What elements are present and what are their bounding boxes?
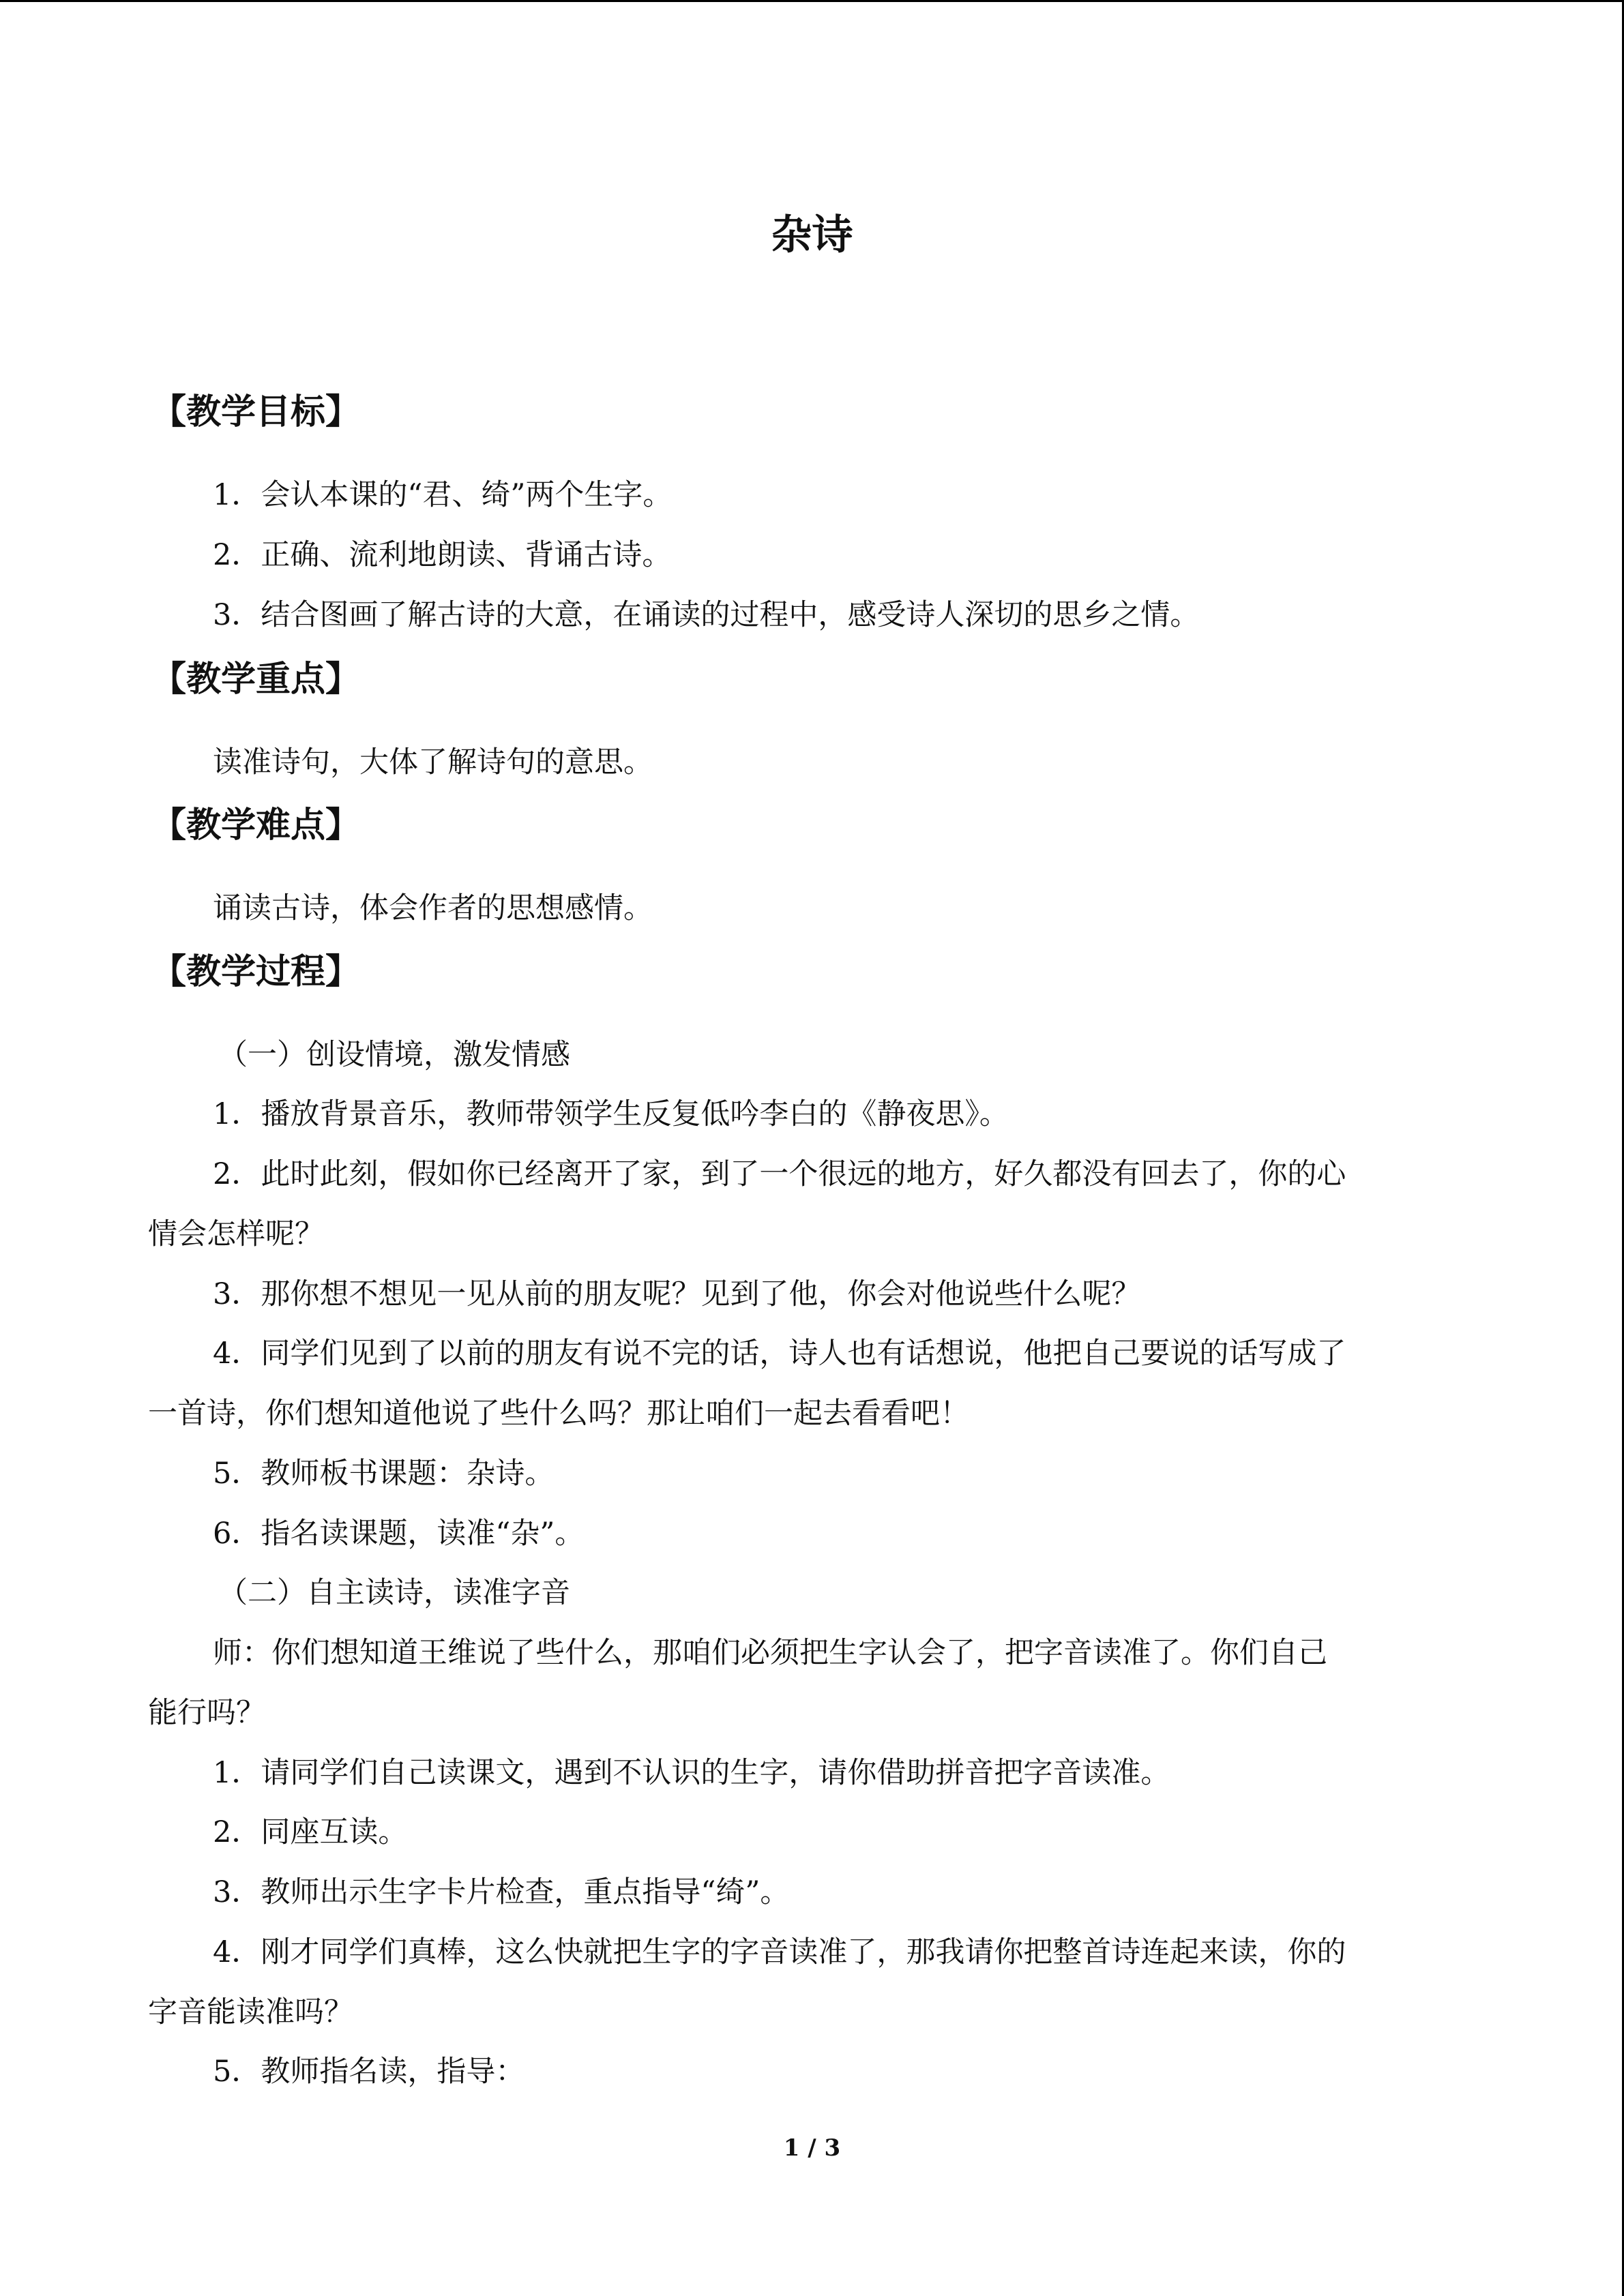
page-title: 杂诗 [771,211,853,259]
heading-objectives: 【教学目标】 [151,392,361,432]
page-border-top [0,0,1624,2]
process-part2-subtitle: （二）自主读诗，读准字音 [218,1576,570,1610]
page-number: 1 / 3 [783,2134,841,2162]
process-paragraph: 5．教师板书课题：杂诗。 [213,1457,555,1491]
process-paragraph: 2．此时此刻，假如你已经离开了家，到了一个很远的地方，好久都没有回去了，你的心 [213,1157,1346,1191]
heading-difficulties: 【教学难点】 [151,805,361,846]
process-paragraph: 6．指名读课题，读准“杂”。 [213,1517,585,1551]
process-paragraph: 3．那你想不想见一见从前的朋友呢？见到了他，你会对他说些什么呢？ [213,1277,1141,1311]
objective-item: 2．正确、流利地朗读、背诵古诗。 [213,538,672,572]
process-paragraph: 2．同座互读。 [213,1815,408,1849]
process-paragraph: 5．教师指名读，指导： [213,2055,525,2089]
process-paragraph-continued: 一首诗，你们想知道他说了些什么吗？那让咱们一起去看看吧！ [148,1397,969,1431]
objective-item: 3．结合图画了解古诗的大意，在诵读的过程中，感受诗人深切的思乡之情。 [213,598,1200,632]
process-paragraph: 1．请同学们自己读课文，遇到不认识的生字，请你借助拼音把字音读准。 [213,1756,1170,1790]
heading-key-points: 【教学重点】 [151,659,361,700]
key-points-text: 读准诗句，大体了解诗句的意思。 [213,745,653,779]
difficulties-text: 诵读古诗，体会作者的思想感情。 [213,891,653,925]
process-paragraph: 3．教师出示生字卡片检查，重点指导“绮”。 [213,1875,790,1909]
process-paragraph-continued: 能行吗？ [148,1696,265,1730]
process-paragraph-continued: 字音能读准吗？ [148,1995,353,2029]
objective-item: 1．会认本课的“君、绮”两个生字。 [213,478,673,512]
process-paragraph: 1．播放背景音乐，教师带领学生反复低吟李白的《静夜思》。 [213,1097,1009,1131]
heading-process: 【教学过程】 [151,952,361,992]
process-paragraph: 4．刚才同学们真棒，这么快就把生字的字音读准了，那我请你把整首诗连起来读，你的 [213,1935,1346,1969]
process-paragraph: 师：你们想知道王维说了些什么，那咱们必须把生字认会了，把字音读准了。你们自己 [213,1636,1327,1670]
process-paragraph: 4．同学们见到了以前的朋友有说不完的话，诗人也有话想说，他把自己要说的话写成了 [213,1337,1346,1371]
process-paragraph-continued: 情会怎样呢？ [148,1217,324,1251]
process-part1-subtitle: （一）创设情境，激发情感 [218,1038,570,1072]
